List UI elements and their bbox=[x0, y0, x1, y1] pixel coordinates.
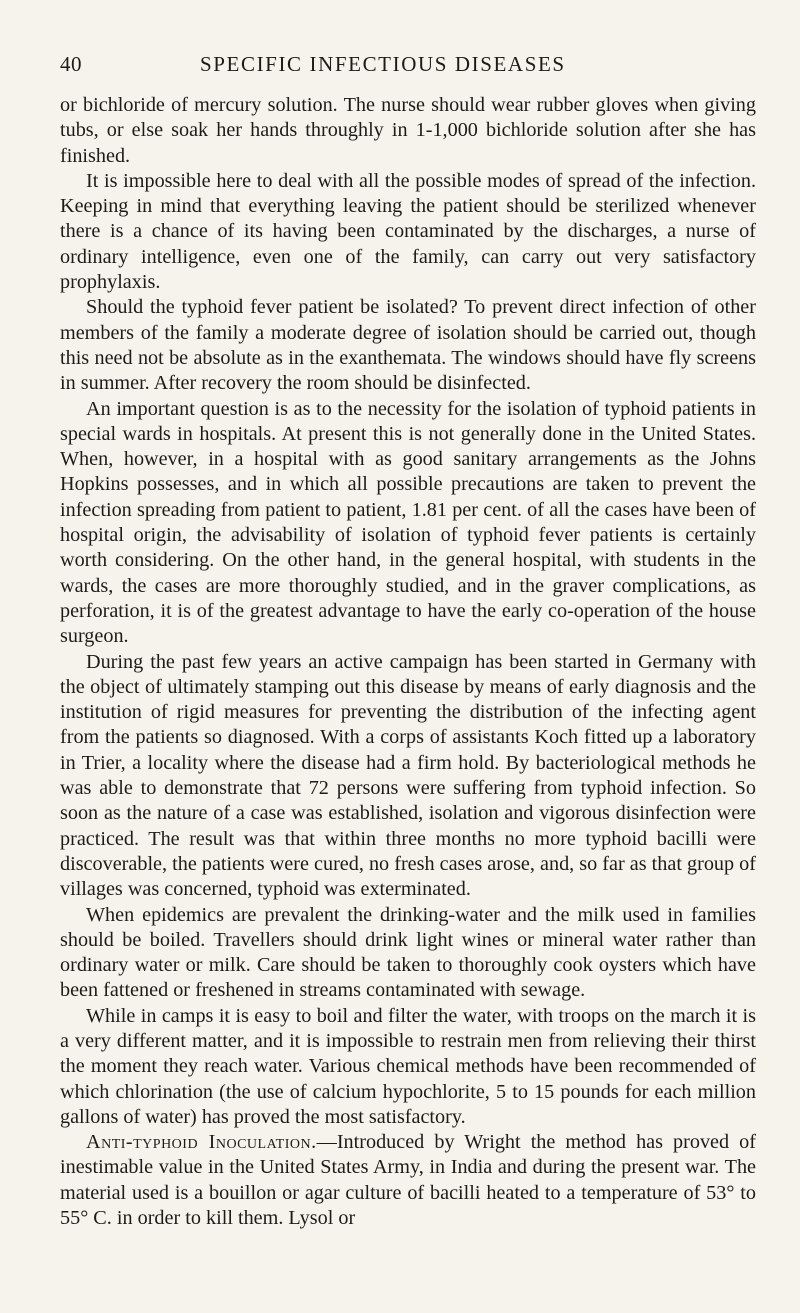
paragraph-text: —Introduced by Wright the method has proved of inestimable value in the United States Army, in India and during the present war. The material used is a bouillon or agar culture of bacilli heated to a temperature of 53° to 55° C. in order to kill them. Lysol or bbox=[60, 1131, 756, 1230]
body-text bbox=[60, 93, 756, 1231]
paragraph: It is impossible here to deal with all the possible modes of spread of the infection. Keeping in mind that everything leaving the patient should be sterilized whenever there is a chance of its having been contaminated by the discharges, a nurse of ordinary intelligence, even one of the family, can carry out very satisfactory prophylaxis. bbox=[60, 169, 756, 294]
paragraph: During the past few years an active campaign has been started in Germany with the object of ultimately stamping out this disease by means of early diagnosis and the institution of rigid measures for preventing the distribution of the infecting agent from the patients so diagnosed. With a corps of assistants Koch fitted up a laboratory in Trier, a locality where the disease had a firm hold. By bacteriological methods he was able to demonstrate that 72 persons were suffering from typhoid infection. So soon as the nature of a case was established, isolation and vigorous disinfection were practiced. The result was that within three months no more typhoid bacilli were discoverable, the patients were cured, no fresh cases arose, and, so far as that group of villages was concerned, typhoid was exterminated. bbox=[60, 650, 756, 901]
running-head bbox=[60, 52, 756, 82]
paragraph: or bichloride of mercury solution. The nurse should wear rubber gloves when giving tubs, or else soak her hands throughly in 1-1,000 bichloride solution after she has finished. bbox=[60, 94, 756, 167]
section-heading: Anti-typhoid Inoculation. bbox=[86, 1131, 317, 1154]
paragraph: Should the typhoid fever patient be isolated? To prevent direct infection of other members of the family a moderate degree of isolation should be carried out, though this need not be absolute as in the exanthemata. The windows should have fly screens in summer. After recovery the room should be disinfected. bbox=[60, 296, 756, 395]
page-number: 40 bbox=[60, 52, 82, 76]
paragraph: An important question is as to the necessity for the isolation of typhoid patients in special wards in hospitals. At present this is not generally done in the United States. When, however, in a hospital with as good sanitary arrangements as the Johns Hopkins possesses, and in which all possible precautions are taken to prevent the infection spreading from patient to patient, 1.81 per cent. of all the cases have been of hospital origin, the advisability of isolation of typhoid fever patients is certainly worth considering. On the other hand, in the general hospital, with students in the wards, the cases are more thoroughly studied, and in the graver complications, as perforation, it is of the greatest advantage to have the early co-operation of the house surgeon. bbox=[60, 397, 756, 648]
paragraph: When epidemics are prevalent the drinking-water and the milk used in families should be boiled. Travellers should drink light wines or mineral water rather than ordinary water or milk. Care should be taken to thoroughly cook oysters which have been fattened or freshened in streams contaminated with sewage. bbox=[60, 903, 756, 1002]
paragraph-inoculation bbox=[60, 1130, 756, 1231]
paragraph: While in camps it is easy to boil and filter the water, with troops on the march it is a very different matter, and it is impossible to restrain men from relieving their thirst the moment they reach water. Various chemical methods have been recommended of which chlorination (the use of calcium hypochlorite, 5 to 15 pounds for each million gallons of water) has proved the most satisfactory. bbox=[60, 1004, 756, 1128]
running-title: SPECIFIC INFECTIOUS DISEASES bbox=[200, 52, 566, 76]
